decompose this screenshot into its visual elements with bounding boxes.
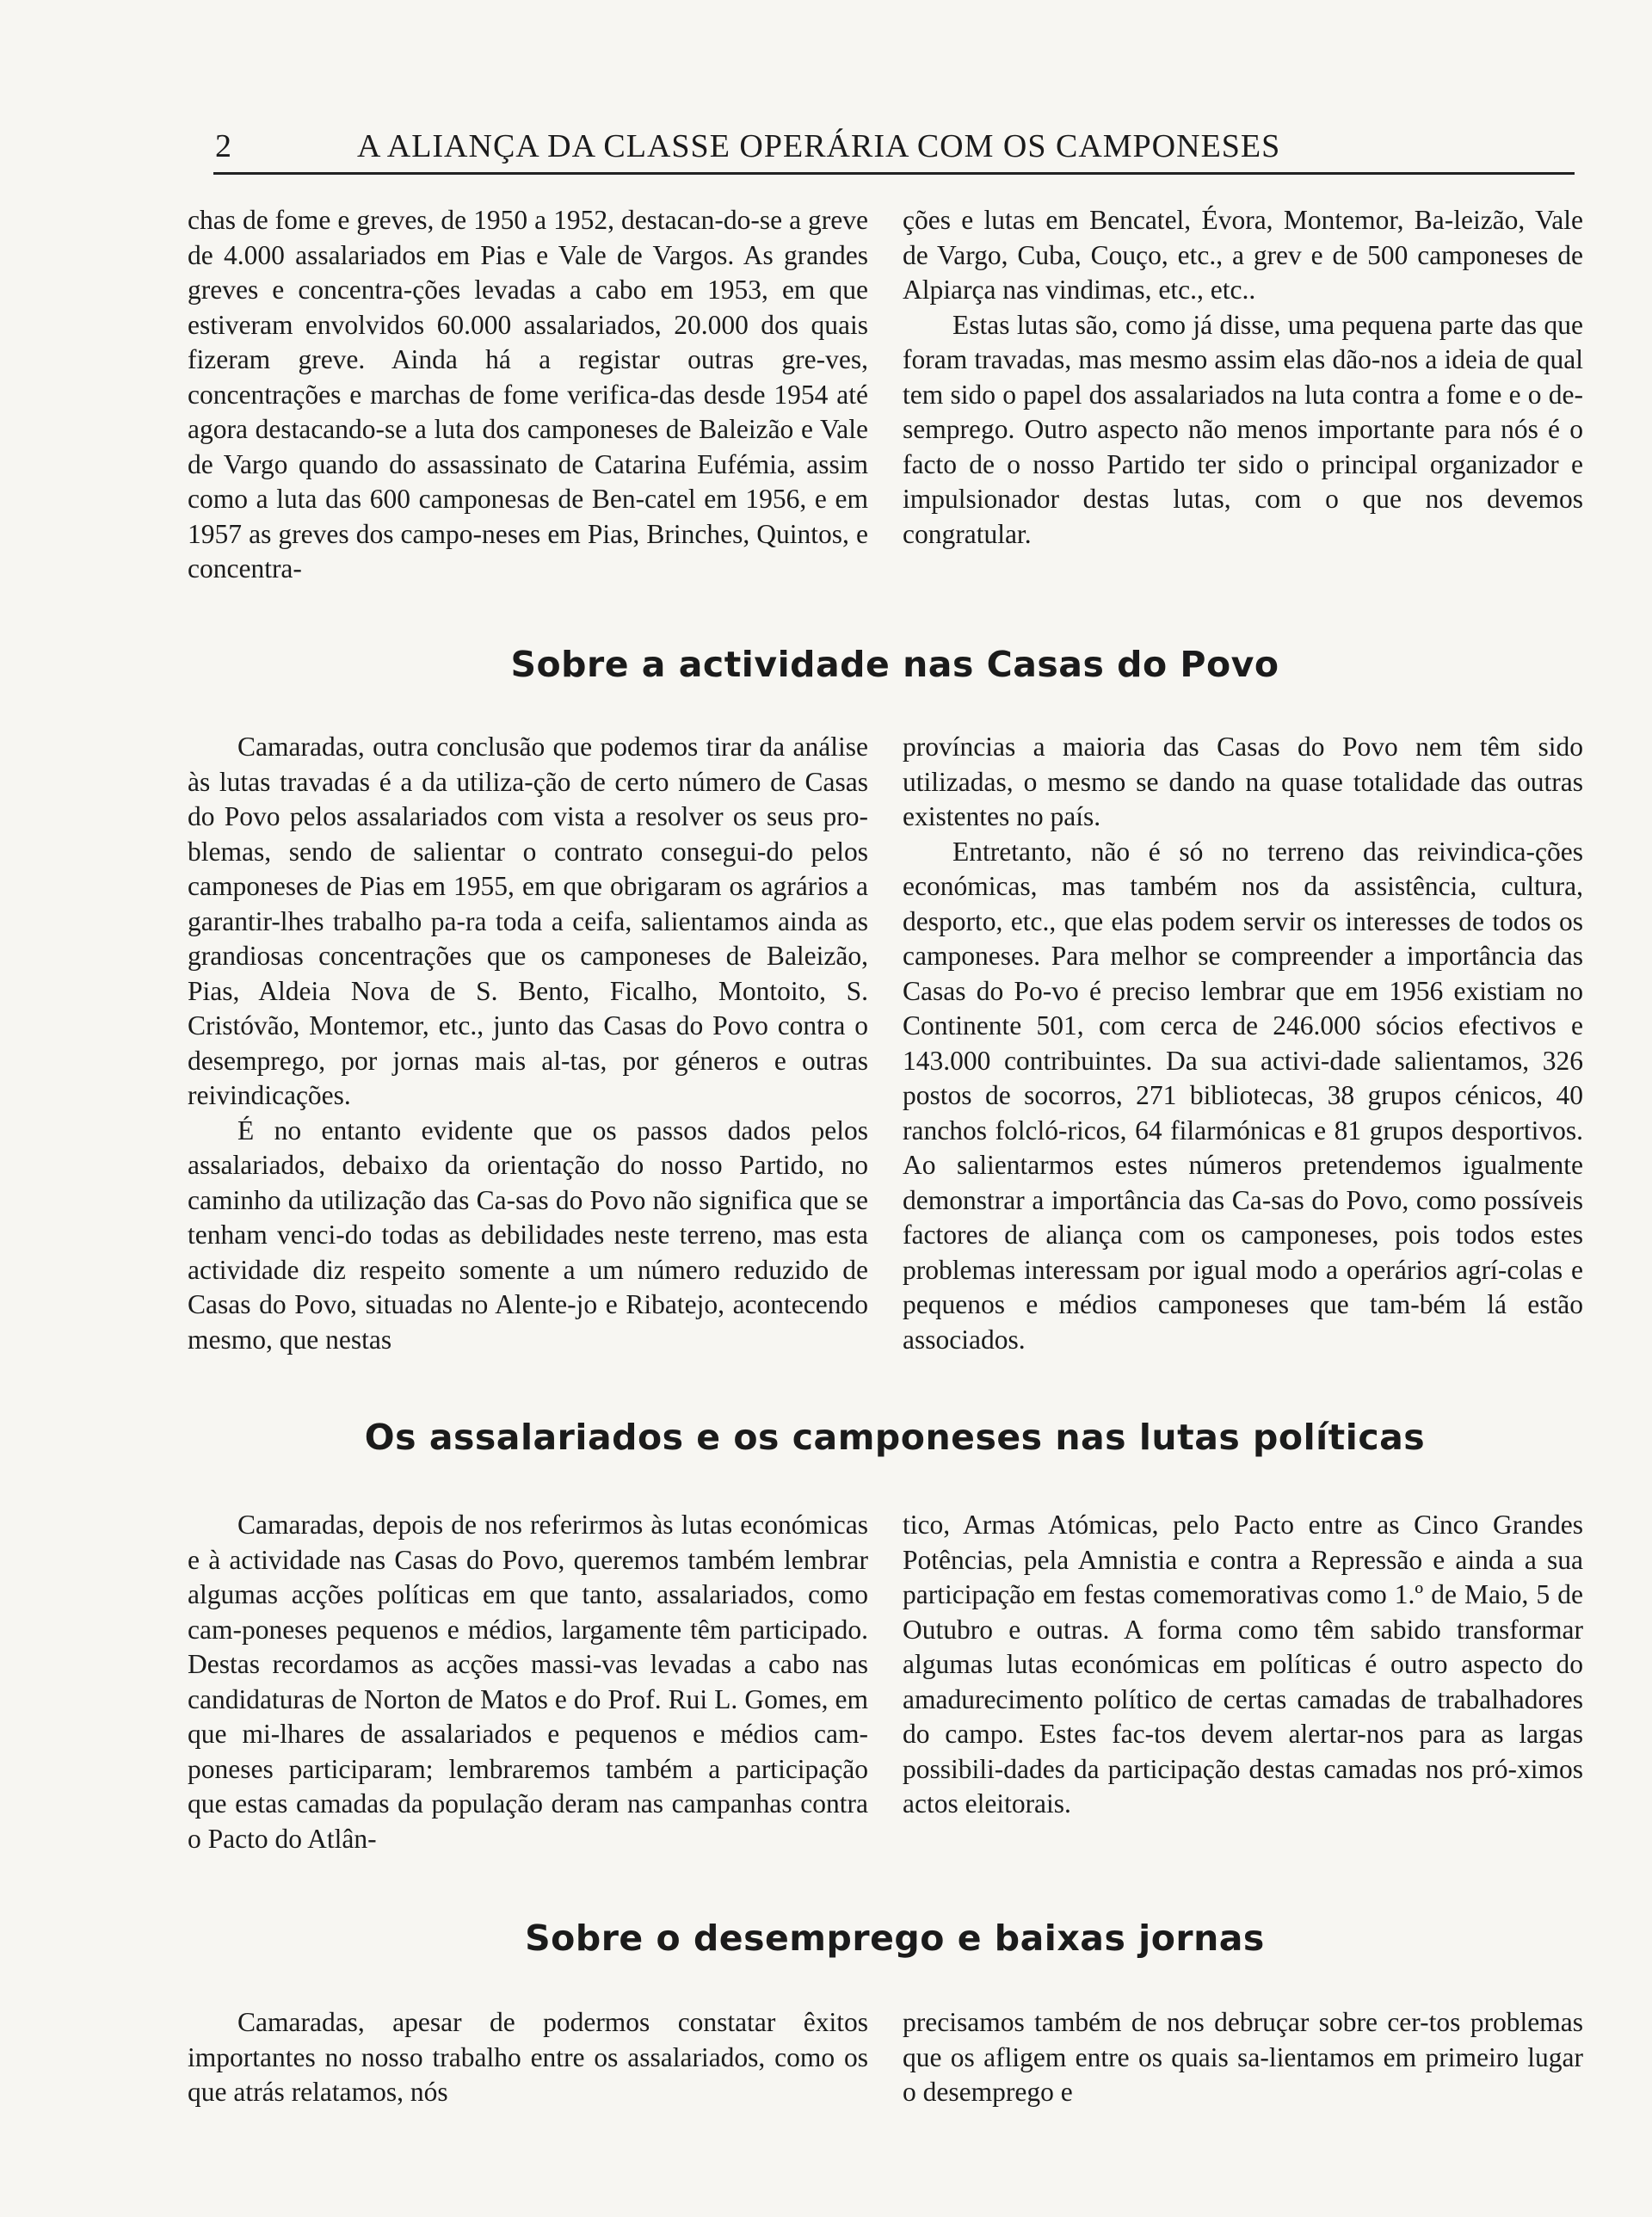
paragraph: ções e lutas em Bencatel, Évora, Montemor, Ba-leizão, Vale de Vargo, Cuba, Couço, etc., a grev e de 500 camponeses de Alpiarça nas vindimas, etc., etc.. xyxy=(903,205,1583,305)
section-4-columns xyxy=(188,2005,1583,2110)
right-column xyxy=(903,2005,1583,2110)
left-column xyxy=(188,203,868,587)
paragraph: tico, Armas Atómicas, pelo Pacto entre as Cinco Grandes Potências, pela Amnistia e contra a Repressão e ainda a sua participação em festas comemorativas como 1.º de Maio, 5 de Outubro e outras. A forma como têm sabido transformar algumas lutas económicas em políticas é outro aspecto do amadurecimento político de certas camadas de trabalhadores do campo. Estes fac-tos devem alertar-nos para as largas possibili-dades da participação destas camadas nos pró-ximos actos eleitorais. xyxy=(903,1510,1583,1819)
section-heading-lutas-politicas: Os assalariados e os camponeses nas lutas políticas xyxy=(364,1417,1426,1458)
header-rule xyxy=(213,172,1575,175)
paragraph: Camaradas, outra conclusão que podemos tirar da análise às lutas travadas é a da utiliza-ção de certo número de Casas do Povo pelos assalariados com vista a resolver os seus pro-blemas, sendo de salientar o contrato consegui-do pelos camponeses de Pias em 1955, em que obrigaram os agrários a garantir-lhes trabalho pa-ra toda a ceifa, salientamos ainda as grandiosas concentrações que os camponeses de Baleizão, Pias, Aldeia Nova de S. Bento, Ficalho, Montoito, S. Cristóvão, Montemor, etc., junto das Casas do Povo contra o desemprego, por jornas mais al-tas, por géneros e outras reivindicações. xyxy=(188,732,868,1110)
paragraph: Camaradas, apesar de podermos constatar êxitos importantes no nosso trabalho entre os assalariados, como os que atrás relatamos, nós xyxy=(188,2007,868,2107)
paragraph: províncias a maioria das Casas do Povo nem têm sido utilizadas, o mesmo se dando na quase totalidade das outras existentes no país. xyxy=(903,732,1583,831)
paragraph: chas de fome e greves, de 1950 a 1952, destacan-do-se a greve de 4.000 assalariados em Pias e Vale de Vargos. As grandes greves e concentra-ções levadas a cabo em 1953, em que estiveram envolvidos 60.000 assalariados, 20.000 dos quais fizeram greve. Ainda há a registar outras gre-ves, concentrações e marchas de fome verifica-das desde 1954 até agora destacando-se a luta dos camponeses de Baleizão e Vale de Vargo quando do assassinato de Catarina Eufémia, assim como a luta das 600 camponesas de Ben-catel em 1956, e em 1957 as greves dos campo-neses em Pias, Brinches, Quintos, e concentra- xyxy=(188,205,868,584)
section-2-columns xyxy=(188,730,1583,1357)
paragraph: Estas lutas são, como já disse, uma pequena parte das que foram travadas, mas mesmo assim elas dão-nos a ideia de qual tem sido o papel dos assalariados na luta contra a fome e o de-semprego. Outro aspecto não menos importante para nós é o facto de o nosso Partido ter sido o principal organizador e impulsionador destas lutas, com o que nos devemos congratular. xyxy=(903,309,1583,549)
right-column xyxy=(903,203,1583,587)
paragraph: Entretanto, não é só no terreno das reivindica-ções económicas, mas também nos da assistência, cultura, desporto, etc., que elas podem servir os interesses de todos os camponeses. Para melhor se compreender a importância das Casas do Po-vo é preciso lembrar que em 1956 existiam no Continente 501, com cerca de 246.000 sócios efectivos e 143.000 contribuintes. Da sua activi-dade salientamos, 326 postos de socorros, 271 bibliotecas, 38 grupos cénicos, 40 ranchos folcló-ricos, 64 filarmónicas e 81 grupos desportivos. Ao salientarmos estes números pretendemos igualmente demonstrar a importância das Ca-sas do Povo, como possíveis factores de aliança com os camponeses, pois todos estes problemas interessam por igual modo a operários agrí-colas e pequenos e médios camponeses que tam-bém lá estão associados. xyxy=(903,836,1583,1355)
left-column xyxy=(188,1508,868,1856)
section-1-columns xyxy=(188,203,1583,587)
left-column xyxy=(188,730,868,1357)
page-number: 2 xyxy=(215,128,232,164)
paragraph: É no entanto evidente que os passos dados pelos assalariados, debaixo da orientação do nosso Partido, no caminho da utilização das Ca-sas do Povo não significa que se tenham venci-do todas as debilidades neste terreno, mas esta actividade diz respeito somente a um número reduzido de Casas do Povo, situadas no Alente-jo e Ribatejo, acontecendo mesmo, que nestas xyxy=(188,1115,868,1355)
right-column xyxy=(903,1508,1583,1856)
right-column xyxy=(903,730,1583,1357)
section-heading-casas-do-povo: Sobre a actividade nas Casas do Povo xyxy=(510,644,1279,685)
left-column xyxy=(188,2005,868,2110)
paragraph: precisamos também de nos debruçar sobre cer-tos problemas que os afligem entre os quais sa-lientamos em primeiro lugar o desemprego e xyxy=(903,2007,1583,2107)
paragraph: Camaradas, depois de nos referirmos às lutas económicas e à actividade nas Casas do Povo, queremos também lembrar algumas acções políticas em que tanto, assalariados, como cam-poneses pequenos e médios, largamente têm participado. Destas recordamos as acções massi-vas levadas a cabo nas candidaturas de Norton de Matos e do Prof. Rui L. Gomes, em que mi-lhares de assalariados e pequenos e médios cam-poneses participaram; lembraremos também a participação que estas camadas da população deram nas campanhas contra o Pacto do Atlân- xyxy=(188,1510,868,1854)
page-header xyxy=(215,127,1575,165)
running-title: A ALIANÇA DA CLASSE OPERÁRIA COM OS CAMPONESES xyxy=(357,128,1281,164)
section-heading-desemprego: Sobre o desemprego e baixas jornas xyxy=(525,1917,1265,1959)
section-3-columns xyxy=(188,1508,1583,1856)
